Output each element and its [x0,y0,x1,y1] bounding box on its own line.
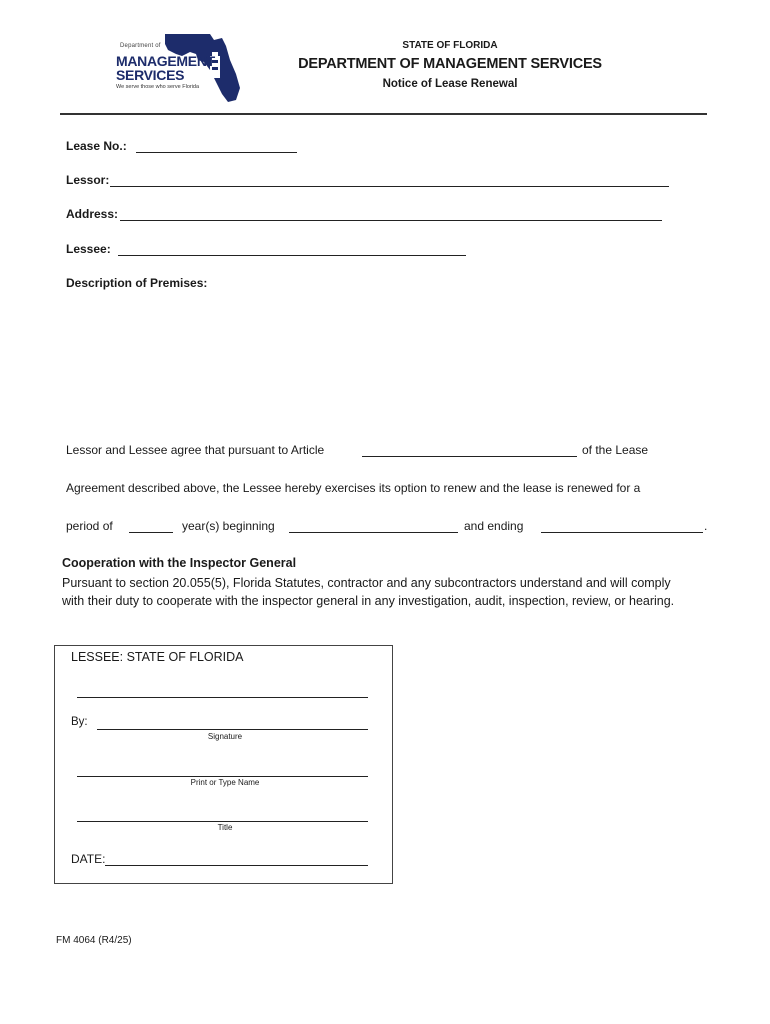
logo-wordmark [116,54,215,82]
logo-tagline: We serve those who serve Florida [116,84,200,90]
address-field[interactable] [120,208,662,221]
address-label: Address: [66,207,119,221]
form-title: Notice of Lease Renewal [382,78,518,90]
lessee-state-heading: LESSEE: STATE OF FLORIDA [71,650,244,664]
cooperation-text: Pursuant to section 20.055(5), Florida Statutes, contractor and any subcontractors understand and will comply with their duty to cooperate with the inspector general in any investigation, audit, inspection, review, or hearing. [62,576,675,608]
print-name-field[interactable] [77,764,368,777]
ending-label: and ending [464,519,524,533]
ending-date-field[interactable] [541,520,703,533]
title-caption: Title [217,823,233,832]
print-name-caption: Print or Type Name [190,778,260,787]
agency-name-field[interactable] [77,685,368,698]
state-heading: STATE OF FLORIDA [402,40,498,51]
by-label: By: [71,716,88,728]
agreement-line1-start: Lessor and Lessee agree that pursuant to Article [66,443,325,457]
date-label: DATE: [71,852,106,866]
lessor-label: Lessor: [66,173,110,187]
lessee-field[interactable] [118,243,466,256]
article-field[interactable] [362,444,577,457]
signature-field[interactable] [97,717,368,730]
period-end-dot: . [704,519,708,533]
beginning-date-field[interactable] [289,520,458,533]
title-field[interactable] [77,809,368,822]
description-area[interactable] [66,296,666,426]
cooperation-title: Cooperation with the Inspector General [62,556,297,570]
date-field[interactable] [105,853,368,866]
period-label: period of [66,519,113,533]
agreement-line1-end: of the Lease [582,443,649,457]
lease-no-label: Lease No.: [66,139,127,153]
department-heading: DEPARTMENT OF MANAGEMENT SERVICES [298,56,602,72]
form-number: FM 4064 (R4/25) [56,935,132,946]
years-field[interactable] [129,520,173,533]
signature-box [54,645,393,884]
logo-line3: SERVICES [116,67,185,83]
lessee-label: Lessee: [66,242,111,256]
lessor-field[interactable] [110,174,669,187]
description-label: Description of Premises: [66,276,208,290]
beginning-label: year(s) beginning [182,519,275,533]
signature-caption: Signature [207,732,243,741]
logo-line2: MANAGEMENT [116,53,215,69]
logo-line1: Department of [120,43,161,49]
lease-no-field[interactable] [136,140,297,153]
header-divider [60,113,707,115]
agreement-line2: Agreement described above, the Lessee hereby exercises its option to renew and the lease is renewed for a [66,481,641,495]
